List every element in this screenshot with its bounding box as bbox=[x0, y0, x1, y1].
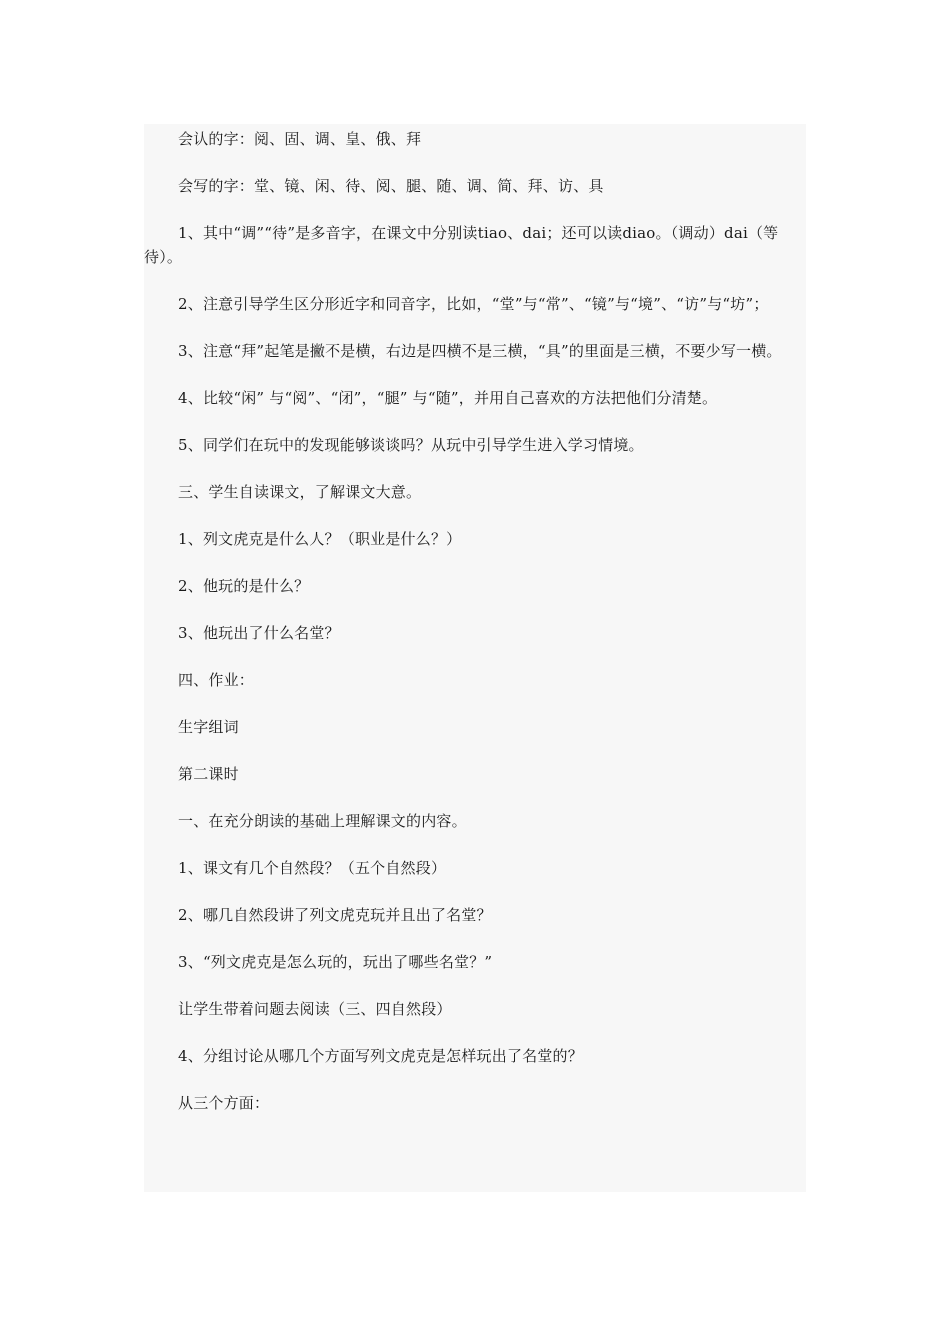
paragraph: 2、哪几自然段讲了列文虎克玩并且出了名堂？ bbox=[178, 906, 492, 924]
section-heading: 一、在充分朗读的基础上理解课文的内容。 bbox=[178, 812, 467, 830]
paragraph: 1、列文虎克是什么人？（职业是什么？） bbox=[178, 530, 462, 548]
paragraph: 2、他玩的是什么？ bbox=[178, 577, 310, 595]
section-heading: 三、学生自读课文，了解课文大意。 bbox=[178, 483, 422, 501]
section-heading: 四、作业： bbox=[178, 671, 255, 689]
paragraph: 5、同学们在玩中的发现能够谈谈吗？从玩中引导学生进入学习情境。 bbox=[178, 436, 644, 454]
paragraph: 会写的字：堂、镜、闲、待、阅、腿、随、调、简、拜、访、具 bbox=[178, 177, 604, 195]
paragraph: 4、分组讨论从哪几个方面写列文虎克是怎样玩出了名堂的？ bbox=[178, 1047, 583, 1065]
paragraph: 3、“列文虎克是怎么玩的，玩出了哪些名堂？” bbox=[178, 953, 493, 971]
paragraph: 3、注意“拜”起笔是撇不是横，右边是四横不是三横，“具”的里面是三横，不要少写一横。 bbox=[178, 342, 782, 360]
paragraph: 2、注意引导学生区分形近字和同音字，比如，“堂”与“常”、“镜”与“境”、“访”与“坊”； bbox=[178, 295, 769, 313]
lesson-heading: 第二课时 bbox=[178, 765, 239, 783]
paragraph: 让学生带着问题去阅读（三、四自然段） bbox=[178, 1000, 452, 1018]
paragraph: 生字组词 bbox=[178, 718, 239, 736]
paragraph: 1、其中“调”“待”是多音字，在课文中分别读tiao、dai；还可以读diao。（调动）dai（等待）。 bbox=[144, 224, 779, 266]
paragraph: 1、课文有几个自然段？（五个自然段） bbox=[178, 859, 447, 877]
paragraph: 从三个方面： bbox=[178, 1094, 270, 1112]
paragraph: 会认的字：阅、固、调、皇、俄、拜 bbox=[178, 130, 422, 148]
document-body bbox=[144, 124, 806, 1192]
paragraph: 3、他玩出了什么名堂？ bbox=[178, 624, 340, 642]
paragraph: 4、比较“闲” 与“阅”、“闭”，“腿” 与“随”，并用自己喜欢的方法把他们分清楚。 bbox=[178, 389, 718, 407]
